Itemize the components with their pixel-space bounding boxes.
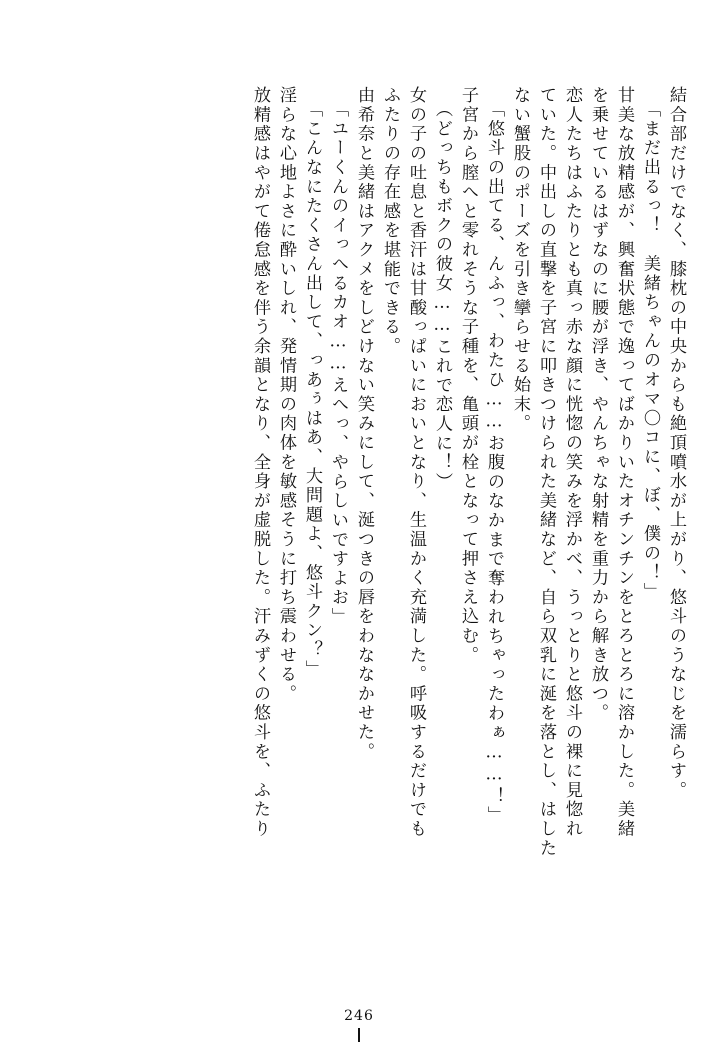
- text-line: 由希奈と美緒はアクメをしどけない笑みにして、涎つきの唇をわななかせた。: [354, 86, 374, 762]
- text-line: 女の子の吐息と香汗は甘酸っぱいにおいとなり、生温かく充満した。呼吸するだけでも: [406, 86, 426, 839]
- text-line: 「まだ出るっ！ 美緒ちゃんのオマ〇コに、ぼ、僕の！」: [640, 100, 660, 602]
- text-line: 放精感はやがて倦怠感を伴う余韻となり、全身が虚脱した。汗みずくの悠斗を、ふたり: [250, 86, 270, 839]
- page-text-body: [34, 86, 684, 966]
- text-line: （どっちもボクの彼女……これで恋人に！）: [432, 100, 452, 492]
- text-line: ふたりの存在感を堪能できる。: [380, 86, 400, 357]
- gutter-mark: [358, 1028, 360, 1042]
- text-line: 「こんなにたくさん出して、っあぅはあ、大問題よ、悠斗クン？」: [302, 100, 322, 679]
- text-line: 「悠斗の出てる、んふっ、わたひ……お腹のなかまで奪われちゃったわぁ……！」: [484, 100, 504, 826]
- text-line: 甘美な放精感が、興奮状態で逸ってばかりいたオチンチンをとろとろに溶かした。美緒: [614, 86, 634, 839]
- text-line: 結合部だけでなく、膝枕の中央からも絶頂噴水が上がり、悠斗のうなじを濡らす。: [666, 86, 686, 801]
- text-line: ない蟹股のポーズを引き攣らせる始末。: [510, 86, 530, 434]
- page-number: 246: [344, 1008, 374, 1024]
- text-line: を乗せているはずなのに腰が浮き、やんちゃな射精を重力から解き放つ。: [588, 86, 608, 723]
- text-line: 淫らな心地よさに酔いしれ、発情期の肉体を敏感そうに打ち震わせる。: [276, 86, 296, 704]
- text-line: 恋人たちはふたりとも真っ赤な顔に恍惚の笑みを浮かべ、うっとりと悠斗の裸に見惚れ: [562, 86, 582, 839]
- text-line: 「ユーくんのイっへるカオ……えへっ、やらしいですよお」: [328, 100, 348, 627]
- text-line: ていた。中出しの直撃を子宮に叩きつけられた美緒など、自ら双乳に涎を落とし、はした: [536, 86, 556, 858]
- text-line: 子宮から膣へと零れそうな子種を、亀頭が栓となって押さえ込む。: [458, 86, 478, 665]
